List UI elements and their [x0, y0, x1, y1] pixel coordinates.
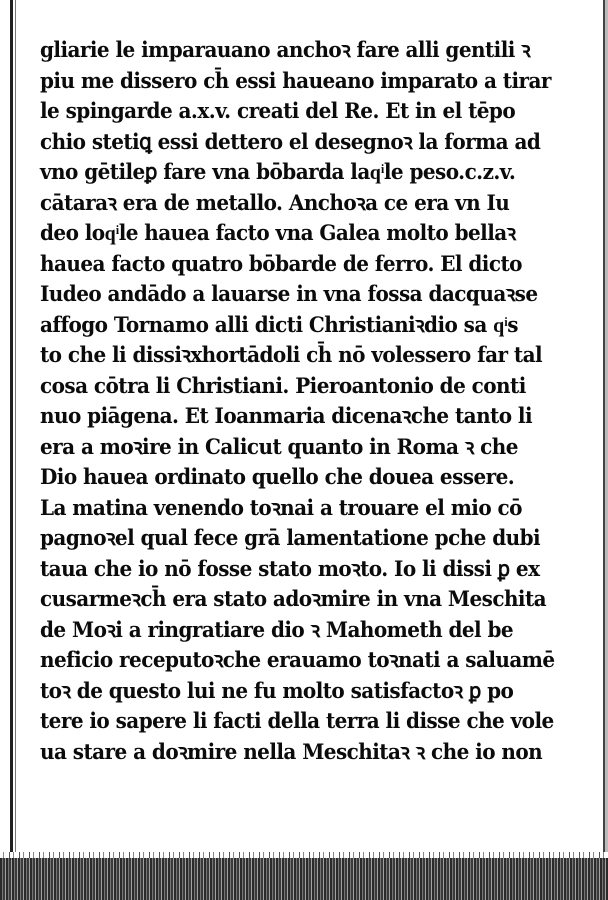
text-line: pagnoꝛel qual fece grā lamentatione pche dubi: [40, 526, 541, 551]
text-line: neficio receputoꝛche erauamo toꝛnati a saluamē: [40, 648, 555, 673]
text-line: La matina venendo toꝛnai a trouare el mio cō: [40, 495, 522, 521]
text-line: hauea facto quatro bōbarde de ferro. El dicto: [40, 251, 522, 277]
text-line: ua stare a doꝛmire nella Meschitaꝛ ꝛ che io non: [40, 739, 543, 765]
text-line: taua che io nō fosse stato moꝛto. Io li dissi ꝑ ex: [40, 556, 540, 582]
page-binding-shadow: [15, 0, 16, 860]
text-line: gliarie le imparauano anchoꝛ fare alli gentili ꝛ: [40, 38, 531, 63]
page-bottom-edge: [0, 858, 608, 900]
text-line: affogo Tornamo alli dicti Christianiꝛdio sa qͥs: [40, 312, 518, 338]
text-line: cosa cōtra li Christiani. Pieroantonio de conti: [40, 373, 526, 399]
text-line: nuo piāgena. Et Ioanmaria dicenaꝛche tanto li: [40, 404, 532, 429]
text-line: Dio hauea ordinato quello che douea essere.: [40, 465, 515, 490]
text-line: de Moꝛi a ringratiare dio ꝛ Mahometh del be: [40, 617, 514, 643]
text-line: cusarmeꝛch̄ era stato adoꝛmire in vna Meschita: [40, 587, 547, 612]
page-right-edge: [603, 0, 605, 860]
text-line: toꝛ de questo lui ne fu molto satisfactoꝛ ꝑ po: [40, 678, 514, 704]
page-text-block: [40, 36, 555, 768]
text-line: piu me dissero ch̄ essi haueano imparato a tirar: [40, 68, 551, 94]
text-line: le spingarde a.x.v. creati del Re. Et in el tēpo: [40, 99, 516, 124]
text-line: tere io sapere li facti della terra li disse che vole: [40, 709, 554, 734]
text-line: era a moꝛire in Calicut quanto in Roma ꝛ che: [40, 434, 518, 460]
text-line: Iudeo andādo a lauarse in vna fossa dacquaꝛse: [40, 282, 538, 307]
text-line: chio stetiꝗ essi dettero el desegnoꝛ la forma ad: [40, 129, 541, 155]
page-binding-edge: [10, 0, 13, 860]
text-line: to che li dissiꝛxhortādoli ch̄ nō volessero far tal: [40, 343, 543, 368]
text-line: cātaraꝛ era de metallo. Anchoꝛa ce era vn Iu: [40, 190, 510, 216]
text-line: vno gētileꝑ fare vna bōbarda laqͥle peso.c.z.v.: [40, 160, 516, 185]
text-line: deo loqͥle hauea facto vna Galea molto bellaꝛ: [40, 221, 516, 246]
